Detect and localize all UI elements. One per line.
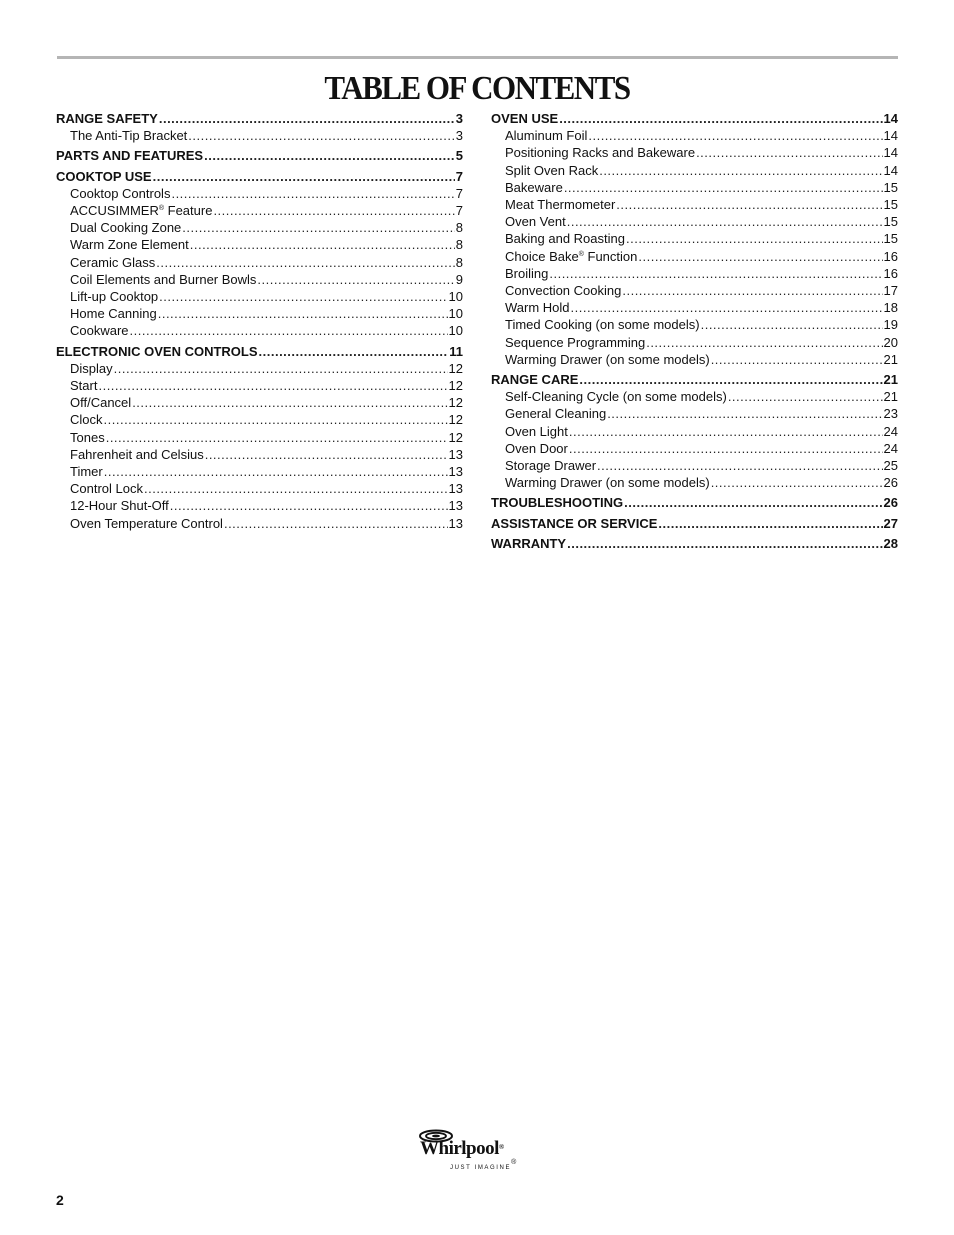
toc-entry-label: Warm Hold <box>505 300 570 316</box>
toc-page-number: 24 <box>883 440 898 456</box>
toc-page-number: 14 <box>883 162 898 178</box>
top-rule <box>57 56 898 59</box>
toc-entry <box>56 305 463 322</box>
toc-page-number: 7 <box>455 168 463 184</box>
toc-entry <box>491 213 898 230</box>
toc-entry <box>56 360 463 377</box>
toc-page-number: 5 <box>455 148 463 164</box>
toc-entry-label: Oven Light <box>505 423 568 439</box>
dot-leader <box>257 271 454 288</box>
toc-entry-label: Oven Vent <box>505 214 566 230</box>
dot-leader <box>188 127 454 144</box>
toc-page-number: 21 <box>883 372 898 388</box>
dot-leader <box>646 334 882 351</box>
dot-leader <box>711 351 883 368</box>
toc-entry-label: Convection Cooking <box>505 283 622 299</box>
toc-entry <box>491 248 898 265</box>
toc-entry-label: COOKTOP USE <box>56 168 152 184</box>
toc-entry-label: PARTS AND FEATURES <box>56 148 204 164</box>
toc-page-number: 10 <box>448 323 463 339</box>
dot-leader <box>171 185 454 202</box>
toc-entry <box>56 515 463 532</box>
toc-entry-label: OVEN USE <box>491 111 559 126</box>
toc-page-number: 14 <box>883 111 898 126</box>
toc-entry-label: Timed Cooking (on some models) <box>505 317 700 333</box>
toc-section <box>491 494 898 511</box>
toc-page-number: 14 <box>883 145 898 161</box>
toc-page-number: 17 <box>883 283 898 299</box>
toc-entry <box>56 236 463 253</box>
toc-page-number: 21 <box>883 389 898 405</box>
dot-leader <box>213 202 454 219</box>
toc-entry-label: Cooktop Controls <box>70 185 171 201</box>
toc-entry <box>491 230 898 247</box>
toc-entry-label: Warm Zone Element <box>70 237 189 253</box>
dot-leader <box>599 162 882 179</box>
toc-entry-label: ELECTRONIC OVEN CONTROLS <box>56 343 258 359</box>
dot-leader <box>98 377 447 394</box>
dot-leader <box>104 463 448 480</box>
toc-page-number: 25 <box>883 458 898 474</box>
toc-page-number: 3 <box>455 128 463 144</box>
toc-entry <box>491 440 898 457</box>
dot-leader <box>638 248 882 265</box>
toc-page-number: 23 <box>883 406 898 422</box>
dot-leader <box>658 515 882 532</box>
toc-entry <box>56 446 463 463</box>
dot-leader <box>159 110 455 127</box>
toc-page-number: 19 <box>883 317 898 333</box>
toc-entry <box>56 411 463 428</box>
dot-leader <box>190 236 455 253</box>
toc-page-number: 9 <box>455 271 463 287</box>
toc-entry-label: Bakeware <box>505 179 563 195</box>
toc-entry <box>56 429 463 446</box>
toc-entry-label: Self-Cleaning Cycle (on some models) <box>505 389 727 405</box>
toc-page-number: 7 <box>455 185 463 201</box>
dot-leader <box>144 480 448 497</box>
dot-leader <box>567 535 882 552</box>
toc-page-number: 10 <box>448 289 463 305</box>
dot-leader <box>205 446 448 463</box>
dot-leader <box>624 494 882 511</box>
page-number: 2 <box>56 1192 64 1208</box>
dot-leader <box>569 423 883 440</box>
dot-leader <box>616 196 882 213</box>
toc-entry <box>491 282 898 299</box>
dot-leader <box>711 474 883 491</box>
toc-entry <box>56 377 463 394</box>
toc-entry <box>56 394 463 411</box>
toc-page-number: 13 <box>448 498 463 514</box>
toc-entry <box>56 271 463 288</box>
toc-page-number: 12 <box>448 429 463 445</box>
toc-entry <box>491 162 898 179</box>
toc-entry-label: The Anti-Tip Bracket <box>70 128 188 144</box>
toc-entry <box>56 254 463 271</box>
toc-entry-label: Warming Drawer (on some models) <box>505 475 710 491</box>
toc-entry-label: Display <box>70 360 113 376</box>
dot-leader <box>259 343 449 360</box>
toc-entry-label: Control Lock <box>70 481 143 497</box>
dot-leader <box>549 265 882 282</box>
dot-leader <box>569 440 883 457</box>
toc-section <box>491 371 898 388</box>
toc-page-number: 16 <box>883 265 898 281</box>
toc-page-number: 7 <box>455 203 463 219</box>
dot-leader <box>701 316 883 333</box>
toc-page-number: 14 <box>883 128 898 144</box>
toc-entry <box>56 497 463 514</box>
logo-wordmark: Whirlpool® <box>420 1138 504 1159</box>
toc-entry-label: RANGE CARE <box>491 372 579 388</box>
toc-page-number: 15 <box>883 231 898 247</box>
dot-leader <box>114 360 448 377</box>
toc-page-number: 21 <box>883 351 898 367</box>
toc-entry <box>491 457 898 474</box>
toc-page-number: 15 <box>883 179 898 195</box>
toc-page-number: 8 <box>455 237 463 253</box>
toc-page-number: 20 <box>883 334 898 350</box>
toc-entry <box>491 299 898 316</box>
toc-section <box>491 515 898 532</box>
toc-right-column <box>491 110 898 552</box>
toc-entry-label: Lift-up Cooktop <box>70 289 159 305</box>
toc-section <box>56 168 463 185</box>
toc-entry-label: Aluminum Foil <box>505 128 588 144</box>
toc-section <box>56 343 463 360</box>
toc-page-number: 24 <box>883 423 898 439</box>
toc-entry <box>56 463 463 480</box>
dot-leader <box>224 515 448 532</box>
toc-entry-label: Off/Cancel <box>70 395 132 411</box>
toc-page-number: 12 <box>448 395 463 411</box>
toc-entry <box>56 322 463 339</box>
dot-leader <box>728 388 883 405</box>
toc-entry-label: Positioning Racks and Bakeware <box>505 145 696 161</box>
toc-section <box>491 110 898 127</box>
toc-entry-label: Dual Cooking Zone <box>70 220 182 236</box>
toc-entry-label: General Cleaning <box>505 406 607 422</box>
dot-leader <box>156 254 455 271</box>
toc-entry <box>491 265 898 282</box>
toc-entry-label: Broiling <box>505 265 549 281</box>
toc-page-number: 15 <box>883 197 898 213</box>
toc-entry-label: Clock <box>70 412 103 428</box>
logo-tagline: JUST IMAGINE® <box>450 1159 518 1171</box>
toc-page-number: 13 <box>448 481 463 497</box>
toc-entry <box>491 405 898 422</box>
toc-page-number: 18 <box>883 300 898 316</box>
toc-entry-label: Warming Drawer (on some models) <box>505 351 710 367</box>
dot-leader <box>182 219 454 236</box>
toc-section <box>56 147 463 164</box>
dot-leader <box>564 179 883 196</box>
dot-leader <box>567 213 883 230</box>
toc-entry-label: Choice Bake® Function <box>505 248 638 264</box>
toc-entry <box>491 423 898 440</box>
toc-section <box>491 535 898 552</box>
toc-page-number: 15 <box>883 214 898 230</box>
page-title: TABLE OF CONTENTS <box>324 68 630 107</box>
toc-entry <box>56 219 463 236</box>
toc-page-number: 12 <box>448 360 463 376</box>
toc-page-number: 13 <box>448 464 463 480</box>
whirlpool-logo <box>416 1128 546 1176</box>
toc-entry-label: Start <box>70 378 98 394</box>
toc-entry <box>56 480 463 497</box>
toc-entry-label: TROUBLESHOOTING <box>491 495 624 511</box>
toc-entry <box>56 288 463 305</box>
toc-entry-label: Coil Elements and Burner Bowls <box>70 271 257 287</box>
dot-leader <box>588 127 882 144</box>
toc-entry <box>491 127 898 144</box>
toc-entry-label: Sequence Programming <box>505 334 646 350</box>
toc-page-number: 28 <box>883 535 898 551</box>
dot-leader <box>159 288 447 305</box>
dot-leader <box>626 230 883 247</box>
toc-page-number: 26 <box>883 495 898 511</box>
dot-leader <box>104 411 448 428</box>
dot-leader <box>132 394 447 411</box>
toc-entry-label: 12-Hour Shut-Off <box>70 498 169 514</box>
toc-left-column <box>56 110 463 532</box>
toc-entry-label: RANGE SAFETY <box>56 111 158 126</box>
toc-entry <box>56 127 463 144</box>
dot-leader <box>607 405 882 422</box>
toc-entry-label: Oven Temperature Control <box>70 515 223 531</box>
toc-entry <box>491 388 898 405</box>
toc-entry-label: ACCUSIMMER® Feature <box>70 203 213 219</box>
toc-page-number: 8 <box>455 220 463 236</box>
toc-entry <box>56 202 463 219</box>
toc-entry <box>56 185 463 202</box>
dot-leader <box>571 299 883 316</box>
toc-entry-label: Storage Drawer <box>505 458 597 474</box>
toc-section <box>56 110 463 127</box>
toc-entry-label: Ceramic Glass <box>70 254 156 270</box>
toc-entry <box>491 351 898 368</box>
toc-entry <box>491 144 898 161</box>
toc-page-number: 3 <box>455 111 463 126</box>
dot-leader <box>170 497 448 514</box>
dot-leader <box>622 282 882 299</box>
toc-page-number: 10 <box>448 306 463 322</box>
dot-leader <box>153 168 455 185</box>
toc-page-number: 12 <box>448 412 463 428</box>
toc-entry-label: Split Oven Rack <box>505 162 599 178</box>
dot-leader <box>130 322 448 339</box>
toc-entry <box>491 196 898 213</box>
toc-entry-label: Oven Door <box>505 440 568 456</box>
toc-entry-label: Fahrenheit and Celsius <box>70 446 204 462</box>
toc-entry-label: Home Canning <box>70 306 157 322</box>
toc-page-number: 8 <box>455 254 463 270</box>
toc-entry <box>491 179 898 196</box>
toc-entry <box>491 316 898 333</box>
toc-page-number: 26 <box>883 475 898 491</box>
toc-page-number: 11 <box>449 343 463 359</box>
toc-entry-label: Tones <box>70 429 105 445</box>
toc-entry-label: WARRANTY <box>491 535 567 551</box>
toc-entry-label: Baking and Roasting <box>505 231 625 247</box>
dot-leader <box>597 457 882 474</box>
dot-leader <box>204 147 455 164</box>
toc-entry <box>491 474 898 491</box>
dot-leader <box>559 110 882 127</box>
dot-leader <box>106 429 448 446</box>
toc-entry-label: Meat Thermometer <box>505 197 616 213</box>
dot-leader <box>158 305 448 322</box>
toc-entry-label: ASSISTANCE OR SERVICE <box>491 515 658 531</box>
dot-leader <box>579 371 882 388</box>
toc-page-number: 12 <box>448 378 463 394</box>
toc-page-number: 13 <box>448 446 463 462</box>
toc-page-number: 16 <box>883 248 898 264</box>
toc-page-number: 13 <box>448 515 463 531</box>
toc-entry <box>491 334 898 351</box>
toc-entry-label: Timer <box>70 464 103 480</box>
dot-leader <box>696 144 882 161</box>
toc-page-number: 27 <box>883 515 898 531</box>
toc-entry-label: Cookware <box>70 323 129 339</box>
